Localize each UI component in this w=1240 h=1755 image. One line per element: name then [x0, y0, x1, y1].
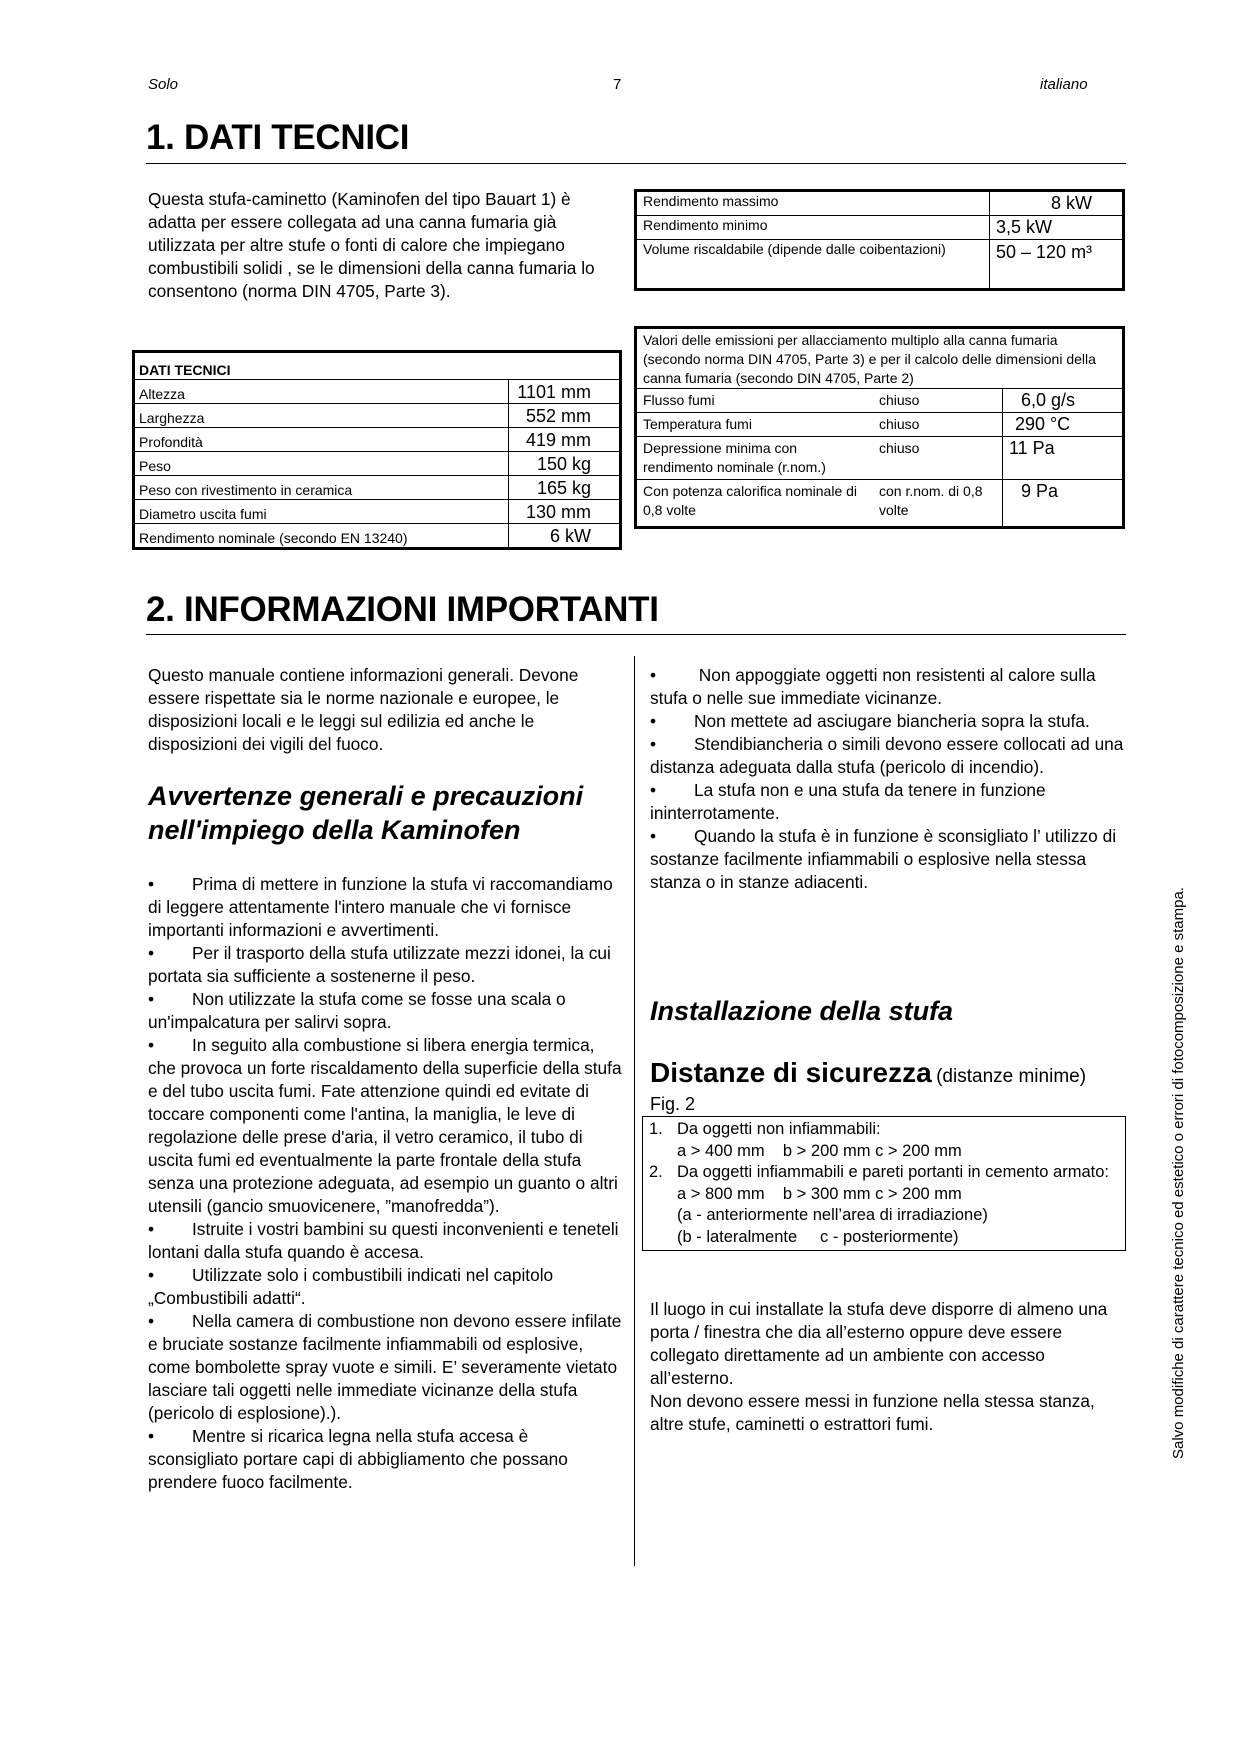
emission-label: Con potenza calorifica nominale di 0,8 volte [636, 480, 874, 528]
emission-state: chiuso [873, 437, 1002, 480]
table-row [134, 500, 621, 524]
emissions-heading: Valori delle emissioni per allacciamento multiplo alla canna fumaria (secondo norma DIN 4705, Parte 3) e per il calcolo delle dimensioni della canna fumaria (secondo DIN 4705, Parte 2) [643, 332, 1096, 386]
table-row [636, 191, 1124, 216]
distance-item-1: 1. Da oggetti non infiammabili: a > 400 mm b > 200 mm c > 200 mm [649, 1119, 1119, 1162]
emission-label: Depressione minima con rendimento nominale (r.nom.) [636, 437, 874, 480]
emission-state: chiuso [873, 413, 1002, 437]
warnings-list-right [650, 664, 1124, 894]
tech-label: Altezza [134, 380, 509, 404]
header-language: italiano [1040, 76, 1088, 93]
emission-label: Flusso fumi [636, 389, 874, 413]
distance-title: Distanze di sicurezza [650, 1057, 932, 1088]
tech-value: 552 mm [509, 404, 621, 428]
tech-value: 130 mm [509, 500, 621, 524]
figure-label: Fig. 2 [650, 1094, 696, 1114]
list-item: • Nella camera di combustione non devono essere infilate e bruciate sostanze facilmente infiammabili od esplosive, come bombolette spray vuote e simili. E’ severamente vietato lasciare tali oggetti nelle immediate vicinanze della stufa (pericolo di esplosione).). [148, 1311, 622, 1423]
tech-label: Larghezza [134, 404, 509, 428]
table-row [636, 480, 1124, 528]
table-row [134, 404, 621, 428]
install-title: Installazione della stufa [650, 996, 954, 1026]
output-table [634, 189, 1125, 291]
emission-value: 9 Pa [1002, 480, 1123, 528]
tech-label: Diametro uscita fumi [134, 500, 509, 524]
table-row [134, 452, 621, 476]
distance-item-2-values: a > 800 mm b > 300 mm c > 200 mm [677, 1184, 962, 1203]
column-divider [634, 656, 635, 1566]
side-disclaimer: Salvo modifiche di carattere tecnico ed estetico o errori di fotocomposizione e stampa. [1170, 887, 1187, 1459]
distance-item-1-label: Da oggetti non infiammabili: [677, 1120, 881, 1138]
output-value: 3,5 kW [990, 216, 1124, 240]
output-label: Rendimento massimo [636, 191, 990, 216]
table-row [636, 216, 1124, 240]
distances-box [642, 1116, 1126, 1251]
output-value: 8 kW [990, 191, 1124, 216]
tech-label: Profondità [134, 428, 509, 452]
header-page-number: 7 [613, 76, 622, 93]
distance-item-2: 2. Da oggetti infiammabili e pareti portanti in cemento armato: a > 800 mm b > 300 mm c > 200 mm (a - anteriormente nell’area di irradiazione) (b - lateralmente c - posteriormente) [649, 1162, 1119, 1248]
output-label: Rendimento minimo [636, 216, 990, 240]
list-item: • Stendibiancheria o simili devono essere collocati ad una distanza adeguata dalla stufa (pericolo di incendio). [650, 734, 1124, 777]
table-row [134, 524, 621, 549]
tech-label: Peso [134, 452, 509, 476]
emission-value: 290 °C [1002, 413, 1123, 437]
table-row [134, 476, 621, 500]
section1-rule [146, 163, 1126, 164]
list-item: • Istruite i vostri bambini su questi inconvenienti e teneteli lontani dalla stufa quando è accesa. [148, 1219, 619, 1262]
list-item: • Utilizzate solo i combustibili indicati nel capitolo „Combustibili adatti“. [148, 1265, 554, 1308]
list-item: • La stufa non e una stufa da tenere in funzione ininterrotamente. [650, 780, 1046, 823]
list-item: • Mentre si ricarica legna nella stufa accesa è sconsigliato portare capi di abbigliamento che possano prendere fuoco facilmente. [148, 1426, 568, 1492]
install-text-1: Il luogo in cui installate la stufa deve disporre di almeno una porta / finestra che dia all’esterno oppure deve essere collegato direttamente ad un ambiente con accesso all’esterno. [650, 1299, 1108, 1388]
list-item: • Non mettete ad asciugare biancheria sopra la stufa. [650, 711, 1090, 731]
list-item: • Per il trasporto della stufa utilizzate mezzi idonei, la cui portata sia sufficiente a sostenerne il peso. [148, 943, 611, 986]
table-row [636, 389, 1124, 413]
table-row [134, 380, 621, 404]
tech-data-table [132, 350, 622, 550]
distance-note: (distanze minime) [936, 1066, 1087, 1087]
install-text-2: Non devono essere messi in funzione nella stessa stanza, altre stufe, caminetti o estrattori fumi. [650, 1391, 1095, 1434]
distance-item-1-values: a > 400 mm b > 200 mm c > 200 mm [677, 1141, 962, 1160]
distance-note-a: (a - anteriormente nell’area di irradiazione) [677, 1206, 988, 1224]
emission-label: Temperatura fumi [636, 413, 874, 437]
table-row [636, 437, 1124, 480]
tech-label: Peso con rivestimento in ceramica [134, 476, 509, 500]
tech-value: 419 mm [509, 428, 621, 452]
tech-value: 1101 mm [509, 380, 621, 404]
tech-value: 6 kW [509, 524, 621, 549]
list-item: • In seguito alla combustione si libera energia termica, che provoca un forte riscaldamento della superficie della stufa e del tubo uscita fumi. Fate attenzione quindi ed evitate di toccare componenti come l'antina, la maniglia, le leve di regolazione delle prese d'aria, il vetro ceramico, il tubo di uscita fumi ed eventualmente la parte frontale della stufa senza una protezione adeguata, ad esempio un guanto o altri utensili (gancio smuovicenere, ”manofredda”). [148, 1035, 622, 1216]
table-row [636, 240, 1124, 290]
section1-title: 1. DATI TECNICI [146, 118, 410, 157]
emissions-table [634, 326, 1125, 529]
header-doc-name: Solo [148, 76, 179, 93]
table-row [134, 428, 621, 452]
tech-label: Rendimento nominale (secondo EN 13240) [134, 524, 509, 549]
emission-value: 11 Pa [1002, 437, 1123, 480]
section1-intro: Questa stufa-caminetto (Kaminofen del tipo Bauart 1) è adatta per essere collegata ad una canna fumaria già utilizzata per altre stufe o fonti di calore che impiegano combustibili solidi , se le dimensioni della canna fumaria lo consentono (norma DIN 4705, Parte 3). [148, 189, 595, 301]
tech-table-heading: DATI TECNICI [134, 352, 621, 380]
output-label: Volume riscaldabile (dipende dalle coibentazioni) [636, 240, 990, 290]
emission-state: con r.nom. di 0,8 volte [873, 480, 1002, 528]
list-item: • Quando la stufa è in funzione è sconsigliato l’ utilizzo di sostanze facilmente infiammabili o esplosive nella stessa stanza o in stanze adiacenti. [650, 826, 1117, 892]
warnings-title: Avvertenze generali e precauzioni nell'impiego della Kaminofen [148, 781, 584, 845]
distance-item-2-label: Da oggetti infiammabili e pareti portanti in cemento armato: [677, 1163, 1109, 1181]
distance-note-bc: (b - lateralmente c - posteriormente) [677, 1227, 959, 1246]
tech-value: 165 kg [509, 476, 621, 500]
table-row [636, 413, 1124, 437]
section2-title: 2. INFORMAZIONI IMPORTANTI [146, 590, 659, 629]
emission-value: 6,0 g/s [1002, 389, 1123, 413]
list-item: • Non utilizzate la stufa come se fosse una scala o un'impalcatura per salirvi sopra. [148, 989, 566, 1032]
tech-value: 150 kg [509, 452, 621, 476]
warnings-list-left [148, 873, 622, 1494]
section2-rule [146, 634, 1126, 635]
list-item: • Non appoggiate oggetti non resistenti al calore sulla stufa o nelle sue immediate vicinanze. [650, 665, 1096, 708]
emission-state: chiuso [873, 389, 1002, 413]
output-value: 50 – 120 m³ [990, 240, 1124, 290]
distance-heading [650, 1057, 1086, 1089]
list-item: • Prima di mettere in funzione la stufa vi raccomandiamo di leggere attentamente l'intero manuale che vi fornisce importanti informazioni e avvertimenti. [148, 874, 613, 940]
section2-intro: Questo manuale contiene informazioni generali. Devone essere rispettate sia le norme nazionale e europee, le disposizioni locali e le leggi sul edilizia ed anche le disposizioni dei vigili del fuoco. [148, 665, 579, 754]
